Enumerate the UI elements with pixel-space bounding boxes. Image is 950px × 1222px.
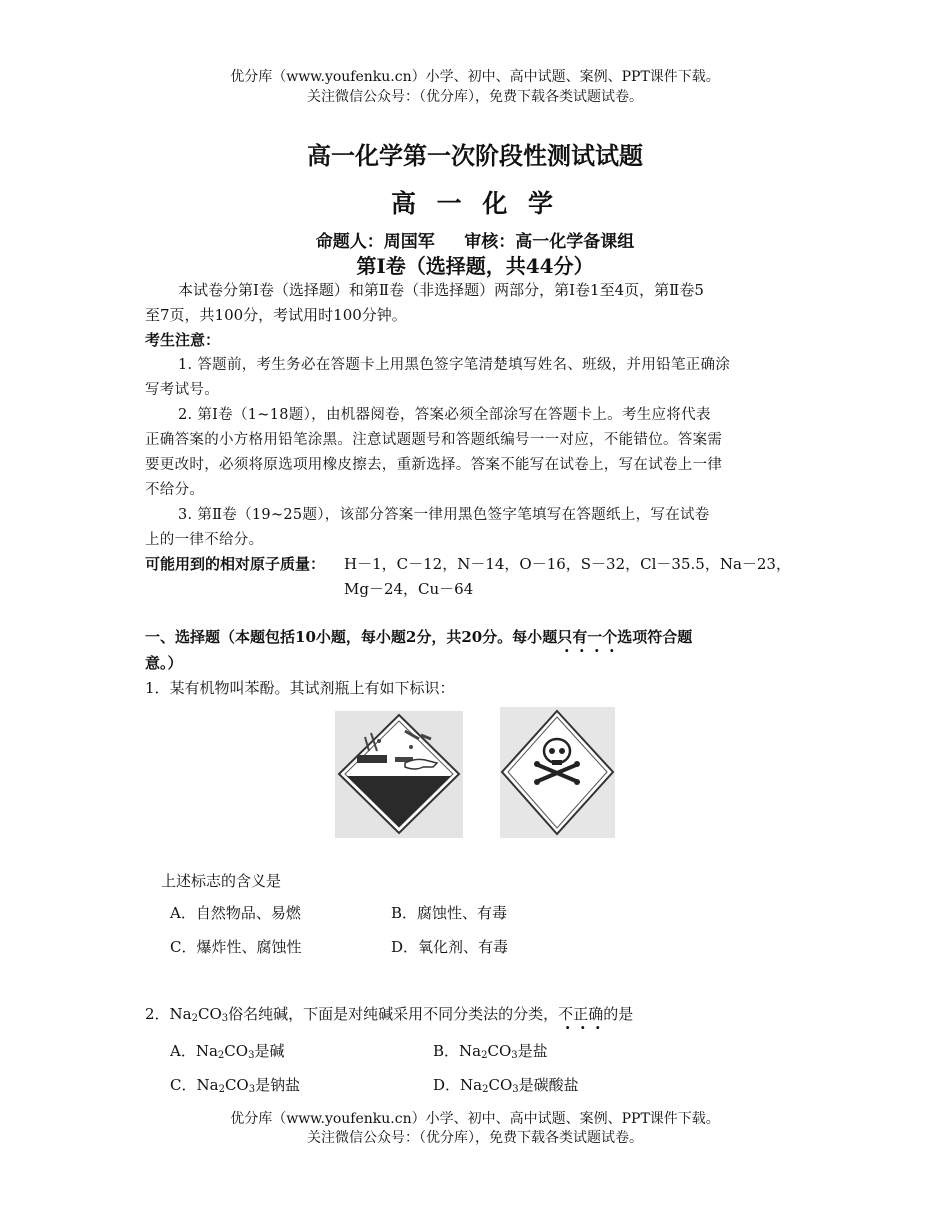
- q2-option-b: B．$Na_2CO_3$是盐: [433, 1042, 548, 1061]
- notice-item-2-line-4: 不给分。: [145, 482, 205, 498]
- skull-crossbones-icon: [500, 707, 615, 838]
- corrosive-sign-image: [335, 711, 463, 838]
- header-line-2: 关注微信公众号：（优分库），免费下载各类试题试卷。: [307, 89, 643, 105]
- q1-option-c: C．爆炸性、腐蚀性: [170, 938, 302, 956]
- notice-item-3-line-2: 上的一律不给分。: [145, 532, 264, 548]
- q2-option-a: A．$Na_2CO_3$是碱: [170, 1042, 285, 1061]
- notice-item-2-line-3: 要更改时，必须将原选项用橡皮擦去，重新选择。答案不能写在试卷上，写在试卷上一律: [145, 457, 723, 473]
- toxic-sign-image: [500, 707, 615, 838]
- notice-heading: 考生注意：: [145, 331, 221, 349]
- header-line-1: 优分库（www.youfenku.cn）小学、初中、高中试题、案例、PPT课件下载。: [230, 69, 720, 85]
- q1-option-d: D．氧化剂、有毒: [391, 938, 509, 956]
- corrosive-sign-icon: [335, 711, 463, 838]
- intro-line-2: 至7页，共100分，考试用时100分钟。: [145, 306, 407, 324]
- q1-option-b: B．腐蚀性、有毒: [391, 904, 508, 922]
- part1-heading-line-2: 意。）: [145, 654, 183, 672]
- section-title: 第Ⅰ卷（选择题，共44分）: [356, 254, 594, 278]
- notice-item-2-line-2: 正确答案的小方格用铅笔涂黑。注意试题题号和答题纸编号一一对应，不能错位。答案需: [145, 432, 723, 448]
- footer-line-1: 优分库（www.youfenku.cn）小学、初中、高中试题、案例、PPT课件下载。: [230, 1111, 720, 1127]
- authors-line: 命题人：周国军 审核：高一化学备课组: [315, 232, 635, 252]
- page-title: 高一化学第一次阶段性测试试题: [307, 141, 643, 170]
- atomic-mass-label: 可能用到的相对原子质量：: [145, 555, 326, 573]
- part1-heading: 一、选择题（本题包括10小题，每小题2分，共20分。每小题只有一个选项符合题: [145, 628, 693, 646]
- q2-option-d: D．$Na_2CO_3$是碳酸盐: [433, 1076, 579, 1095]
- notice-item-1-line-2: 写考试号。: [145, 382, 219, 398]
- atomic-mass-line-1: H－1，C－12，N－14，O－16，S－32，Cl－35.5，Na－23，: [344, 555, 791, 573]
- q1-option-a: A．自然物品、易燃: [170, 904, 301, 922]
- q2-stem: 2．$Na_2CO_3$俗名纯碱，下面是对纯碱采用不同分类法的分类，不正确的是: [145, 1005, 634, 1024]
- notice-item-3-line-1: 3. 第Ⅱ卷（19~25题），该部分答案一律用黑色签字笔填写在答题纸上，写在试卷: [178, 507, 710, 523]
- footer-line-2: 关注微信公众号：（优分库），免费下载各类试题试卷。: [307, 1130, 643, 1146]
- atomic-mass-line-2: Mg－24，Cu－64: [344, 580, 474, 598]
- intro-line-1: 本试卷分第Ⅰ卷（选择题）和第Ⅱ卷（非选择题）两部分，第Ⅰ卷1至4页，第Ⅱ卷5: [178, 281, 704, 299]
- notice-item-2-line-1: 2. 第Ⅰ卷（1~18题），由机器阅卷，答案必须全部涂写在答题卡上。考生应将代表: [178, 407, 711, 423]
- q1-question: 上述标志的含义是: [161, 872, 282, 890]
- q1-stem: 1．某有机物叫苯酚。其试剂瓶上有如下标识：: [145, 679, 455, 697]
- subject-title: 高 一 化 学: [390, 189, 560, 218]
- notice-item-1-line-1: 1. 答题前，考生务必在答题卡上用黑色签字笔清楚填写姓名、班级，并用铅笔正确涂: [178, 357, 731, 373]
- q2-option-c: C．$Na_2CO_3$是钠盐: [170, 1076, 301, 1095]
